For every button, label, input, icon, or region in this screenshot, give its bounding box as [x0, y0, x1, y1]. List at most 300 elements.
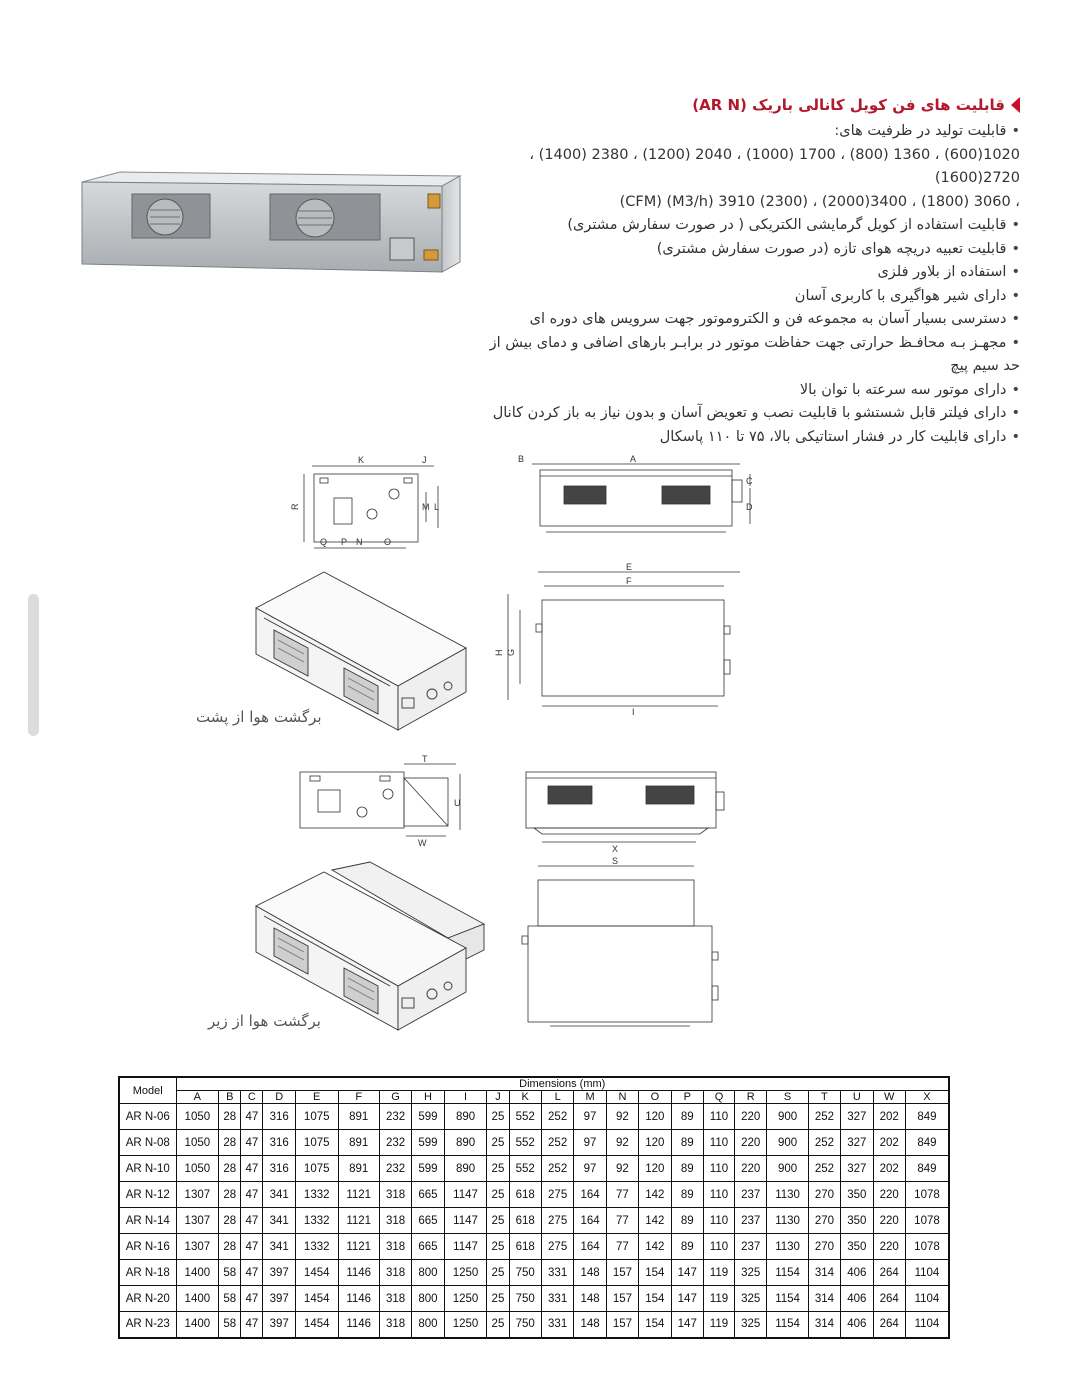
dim-label-s: S — [612, 856, 619, 866]
dimension-cell: 327 — [841, 1104, 873, 1130]
dimension-cell: 1050 — [176, 1156, 219, 1182]
dimension-cell: 202 — [873, 1130, 905, 1156]
dimension-cell: 1454 — [295, 1312, 338, 1338]
model-cell: AR N-06 — [119, 1104, 176, 1130]
dimension-cell: 270 — [808, 1182, 840, 1208]
dimension-cell: 1307 — [176, 1208, 219, 1234]
dimension-cell: 1332 — [295, 1234, 338, 1260]
dimension-cell: 157 — [606, 1286, 638, 1312]
dimension-cell: 232 — [379, 1104, 411, 1130]
dimension-cell: 237 — [735, 1208, 767, 1234]
dimension-cell: 327 — [841, 1156, 873, 1182]
dimension-cell: 1154 — [767, 1260, 808, 1286]
dim-label-u: U — [454, 798, 461, 808]
dim-label-i: I — [632, 707, 635, 717]
dimension-cell: 1104 — [905, 1260, 949, 1286]
dimension-cell: 275 — [541, 1234, 573, 1260]
dimension-cell: 147 — [671, 1286, 703, 1312]
dim-label-h: H — [494, 649, 504, 656]
dim-label-n: N — [356, 537, 363, 547]
dimension-cell: 665 — [412, 1208, 444, 1234]
dimension-cell: 1154 — [767, 1312, 808, 1338]
dimension-cell: 252 — [541, 1130, 573, 1156]
dimension-cell: 1250 — [444, 1312, 487, 1338]
dim-label-d: D — [746, 502, 753, 512]
column-header: H — [412, 1091, 444, 1104]
dimension-cell: 1121 — [338, 1208, 379, 1234]
dimension-cell: 275 — [541, 1208, 573, 1234]
dim-label-x: X — [612, 844, 619, 854]
dimension-cell: 232 — [379, 1156, 411, 1182]
dimension-cell: 28 — [219, 1104, 241, 1130]
dimension-cell: 1104 — [905, 1286, 949, 1312]
dimension-cell: 331 — [541, 1286, 573, 1312]
spec-section — [484, 96, 1020, 449]
table-row — [119, 1234, 949, 1260]
dimension-cell: 350 — [841, 1182, 873, 1208]
dimensions-table — [118, 1076, 950, 1339]
dimension-cell: 318 — [379, 1182, 411, 1208]
dimension-cell: 1078 — [905, 1208, 949, 1234]
dimension-cell: 1104 — [905, 1312, 949, 1338]
table-row — [119, 1208, 949, 1234]
table-row — [119, 1286, 949, 1312]
dimension-cell: 120 — [639, 1130, 671, 1156]
dimension-cell: 77 — [606, 1182, 638, 1208]
dimension-cell: 1075 — [295, 1130, 338, 1156]
dimension-cell: 77 — [606, 1208, 638, 1234]
dimension-cell: 119 — [703, 1312, 734, 1338]
dimension-cell: 110 — [703, 1156, 734, 1182]
dimension-cell: 89 — [671, 1104, 703, 1130]
dimension-cell: 314 — [808, 1286, 840, 1312]
dim-label-q: Q — [320, 537, 328, 547]
feature-item: • استفاده از بلاور فلزی — [484, 261, 1020, 285]
dimension-cell: 47 — [241, 1104, 263, 1130]
dim-label-b: B — [518, 454, 525, 464]
dim-label-f: F — [626, 576, 632, 586]
dimension-cell: 1147 — [444, 1208, 487, 1234]
dimension-cell: 800 — [412, 1286, 444, 1312]
dim-label-l: L — [434, 502, 440, 512]
dimension-cell: 220 — [735, 1156, 767, 1182]
dimension-cell: 1146 — [338, 1286, 379, 1312]
dimension-cell: 849 — [905, 1156, 949, 1182]
dim-label-p: P — [341, 537, 348, 547]
dimension-cell: 599 — [412, 1104, 444, 1130]
feature-item: • دارای فیلتر قابل شستشو با قابلیت نصب و تعویض آسان و بدون نیاز به باز کردن کانال — [484, 402, 1020, 426]
model-header: Model — [119, 1077, 176, 1104]
dimension-cell: 220 — [735, 1130, 767, 1156]
dimension-cell: 318 — [379, 1286, 411, 1312]
column-header: U — [841, 1091, 873, 1104]
dimension-cell: 89 — [671, 1130, 703, 1156]
dimension-cell: 800 — [412, 1260, 444, 1286]
dimension-cell: 1050 — [176, 1130, 219, 1156]
dimension-cell: 148 — [574, 1286, 606, 1312]
dimension-cell: 202 — [873, 1104, 905, 1130]
feature-capacity-line: ، 3060 (1800) ، 3400(2000) ، (2300) 3910 (M3/h) (CFM) — [619, 193, 1020, 210]
spec-title-row — [484, 96, 1020, 114]
dim-label-g: G — [506, 648, 516, 656]
model-cell: AR N-20 — [119, 1286, 176, 1312]
dim-label-c: C — [746, 476, 753, 486]
column-header: K — [509, 1091, 541, 1104]
dimension-cell: 47 — [241, 1312, 263, 1338]
table-row — [119, 1312, 949, 1338]
dimension-cell: 1146 — [338, 1260, 379, 1286]
dim-label-w: W — [418, 838, 427, 848]
dimension-cell: 750 — [509, 1286, 541, 1312]
dimension-cell: 47 — [241, 1234, 263, 1260]
dimension-cell: 252 — [541, 1104, 573, 1130]
dimension-cell: 325 — [735, 1286, 767, 1312]
dimension-cell: 275 — [541, 1182, 573, 1208]
dimension-cell: 142 — [639, 1234, 671, 1260]
dimension-cell: 47 — [241, 1286, 263, 1312]
dimension-cell: 252 — [808, 1156, 840, 1182]
dimension-cell: 331 — [541, 1260, 573, 1286]
dimension-cell: 314 — [808, 1312, 840, 1338]
dimension-cell: 599 — [412, 1156, 444, 1182]
dimension-cell: 92 — [606, 1156, 638, 1182]
column-header: F — [338, 1091, 379, 1104]
dimension-cell: 154 — [639, 1260, 671, 1286]
dimension-cell: 316 — [263, 1104, 295, 1130]
dimension-cell: 270 — [808, 1208, 840, 1234]
dimension-cell: 97 — [574, 1156, 606, 1182]
dimension-cell: 849 — [905, 1130, 949, 1156]
dimension-cell: 28 — [219, 1156, 241, 1182]
dimension-cell: 92 — [606, 1104, 638, 1130]
dimension-cell: 1050 — [176, 1104, 219, 1130]
dimension-cell: 350 — [841, 1234, 873, 1260]
dimension-cell: 552 — [509, 1130, 541, 1156]
dimension-cell: 92 — [606, 1130, 638, 1156]
dimension-cell: 252 — [808, 1104, 840, 1130]
dimension-cell: 618 — [509, 1234, 541, 1260]
dimension-cell: 47 — [241, 1260, 263, 1286]
dimension-cell: 1147 — [444, 1182, 487, 1208]
dimension-cell: 900 — [767, 1104, 808, 1130]
dimension-cell: 849 — [905, 1104, 949, 1130]
dimension-cell: 264 — [873, 1260, 905, 1286]
dim-label-o: O — [384, 537, 392, 547]
dimension-cell: 270 — [808, 1234, 840, 1260]
dimension-cell: 599 — [412, 1130, 444, 1156]
product-photo — [80, 170, 462, 280]
dimension-cell: 1454 — [295, 1286, 338, 1312]
dimension-cell: 1130 — [767, 1208, 808, 1234]
dimension-cell: 316 — [263, 1130, 295, 1156]
dimension-cell: 891 — [338, 1130, 379, 1156]
model-cell: AR N-10 — [119, 1156, 176, 1182]
dimension-cell: 397 — [263, 1312, 295, 1338]
dimension-cell: 1332 — [295, 1182, 338, 1208]
dimension-cell: 1121 — [338, 1234, 379, 1260]
dimension-cell: 142 — [639, 1208, 671, 1234]
dimension-cell: 237 — [735, 1182, 767, 1208]
feature-list — [484, 120, 1020, 449]
model-cell: AR N-08 — [119, 1130, 176, 1156]
dimension-cell: 327 — [841, 1130, 873, 1156]
dimension-cell: 157 — [606, 1260, 638, 1286]
feature-capacity-line: 1020(600) ، 1360 (800) ، 1700 (1000) ، 2040 (1200) ، 2380 (1400) ، 2720(1600) — [529, 146, 1020, 186]
dimension-cell: 1250 — [444, 1260, 487, 1286]
model-cell: AR N-23 — [119, 1312, 176, 1338]
dimension-cell: 618 — [509, 1208, 541, 1234]
dimension-cell: 220 — [735, 1104, 767, 1130]
dimension-cell: 120 — [639, 1104, 671, 1130]
dimension-cell: 890 — [444, 1130, 487, 1156]
dimension-cell: 58 — [219, 1260, 241, 1286]
dimension-cell: 220 — [873, 1234, 905, 1260]
dimension-cell: 110 — [703, 1130, 734, 1156]
column-header: G — [379, 1091, 411, 1104]
dimension-cell: 89 — [671, 1182, 703, 1208]
spec-title: قابلیت های فن کویل کانالی باریک (AR N) — [692, 96, 1005, 114]
dimension-cell: 397 — [263, 1260, 295, 1286]
feature-item: • دارای شیر هواگیری با کاربری آسان — [484, 285, 1020, 309]
dimension-cell: 1075 — [295, 1156, 338, 1182]
feature-item: • قابلیت تعبیه دریچه هوای تازه (در صورت سفارش مشتری) — [484, 238, 1020, 262]
dimension-cell: 237 — [735, 1234, 767, 1260]
dimension-cell: 891 — [338, 1104, 379, 1130]
table-body — [119, 1104, 949, 1338]
dimension-cell: 28 — [219, 1182, 241, 1208]
column-header: B — [219, 1091, 241, 1104]
dimension-cell: 25 — [487, 1312, 509, 1338]
dimension-cell: 552 — [509, 1104, 541, 1130]
dim-label-t: T — [422, 754, 428, 764]
feature-item: • قابلیت تولید در ظرفیت های: — [484, 120, 1020, 144]
dimension-cell: 47 — [241, 1156, 263, 1182]
feature-item: • دارای قابلیت کار در فشار استاتیکی بالا، ۷۵ تا ۱۱۰ پاسکال — [484, 426, 1020, 450]
column-header: D — [263, 1091, 295, 1104]
dimension-cell: 1146 — [338, 1312, 379, 1338]
column-header: S — [767, 1091, 808, 1104]
dimension-cell: 406 — [841, 1312, 873, 1338]
dimension-cell: 147 — [671, 1312, 703, 1338]
dimension-cell: 316 — [263, 1156, 295, 1182]
dimension-cell: 252 — [541, 1156, 573, 1182]
drawing-front-view — [510, 452, 760, 540]
dimension-cell: 119 — [703, 1286, 734, 1312]
column-header: W — [873, 1091, 905, 1104]
dimension-cell: 220 — [873, 1208, 905, 1234]
dimension-cell: 28 — [219, 1208, 241, 1234]
dimension-cell: 97 — [574, 1130, 606, 1156]
dimension-cell: 318 — [379, 1208, 411, 1234]
drawing-side-plenum — [292, 754, 472, 850]
dimension-cell: 154 — [639, 1312, 671, 1338]
dimension-cell: 89 — [671, 1234, 703, 1260]
dimension-cell: 47 — [241, 1130, 263, 1156]
dimension-cell: 232 — [379, 1130, 411, 1156]
column-header: L — [541, 1091, 573, 1104]
dimension-cell: 147 — [671, 1260, 703, 1286]
dimension-cell: 164 — [574, 1182, 606, 1208]
dimension-cell: 1400 — [176, 1260, 219, 1286]
dimension-cell: 1075 — [295, 1104, 338, 1130]
dimension-cell: 58 — [219, 1312, 241, 1338]
dimension-cell: 750 — [509, 1260, 541, 1286]
column-header: O — [639, 1091, 671, 1104]
dimension-cell: 900 — [767, 1156, 808, 1182]
dimension-cell: 800 — [412, 1312, 444, 1338]
dimension-cell: 1154 — [767, 1286, 808, 1312]
dimension-cell: 665 — [412, 1182, 444, 1208]
dimension-cell: 341 — [263, 1208, 295, 1234]
dimension-cell: 341 — [263, 1234, 295, 1260]
drawing-top-view — [494, 560, 750, 720]
dimension-cell: 397 — [263, 1286, 295, 1312]
dimension-cell: 318 — [379, 1260, 411, 1286]
dimensions-group-header: Dimensions (mm) — [176, 1077, 949, 1091]
dimension-cell: 891 — [338, 1156, 379, 1182]
column-header: R — [735, 1091, 767, 1104]
dimension-cell: 47 — [241, 1182, 263, 1208]
dimension-cell: 325 — [735, 1312, 767, 1338]
dimension-cell: 314 — [808, 1260, 840, 1286]
dim-label-e: E — [626, 562, 633, 572]
dimension-cell: 252 — [808, 1130, 840, 1156]
caption-back-return: برگشت هوا از پشت — [196, 708, 322, 726]
dimension-cell: 1130 — [767, 1182, 808, 1208]
dimension-cell: 1078 — [905, 1182, 949, 1208]
dimension-cell: 25 — [487, 1234, 509, 1260]
drawing-top-plenum — [516, 852, 726, 1030]
drawing-iso-bottom-return — [252, 860, 488, 1032]
feature-item: • مجهـز بـه محافـظ حرارتی جهت حفاظت موتور در برابـر بارهای اضافی و دمای بیش از حد سیم پیچ — [484, 332, 1020, 379]
model-cell: AR N-12 — [119, 1182, 176, 1208]
column-header-row — [119, 1091, 949, 1104]
dimension-cell: 1130 — [767, 1234, 808, 1260]
dimension-cell: 157 — [606, 1312, 638, 1338]
dimension-cell: 110 — [703, 1234, 734, 1260]
column-header: X — [905, 1091, 949, 1104]
dimension-cell: 665 — [412, 1234, 444, 1260]
dimension-cell: 148 — [574, 1260, 606, 1286]
dimension-cell: 77 — [606, 1234, 638, 1260]
dimension-cell: 142 — [639, 1182, 671, 1208]
dimension-cell: 164 — [574, 1208, 606, 1234]
column-header: J — [487, 1091, 509, 1104]
dimension-cell: 119 — [703, 1260, 734, 1286]
feature-item: • دسترسی بسیار آسان به مجموعه فن و الکتروموتور جهت سرویس های دوره ای — [484, 308, 1020, 332]
scrollbar-thumb[interactable] — [28, 594, 39, 736]
dimension-cell: 318 — [379, 1312, 411, 1338]
dimension-cell: 110 — [703, 1182, 734, 1208]
dimension-cell: 1307 — [176, 1234, 219, 1260]
column-header: Q — [703, 1091, 734, 1104]
column-header: E — [295, 1091, 338, 1104]
dimension-cell: 220 — [873, 1182, 905, 1208]
dimension-cell: 47 — [241, 1208, 263, 1234]
dimension-cell: 1147 — [444, 1234, 487, 1260]
dimension-cell: 97 — [574, 1104, 606, 1130]
dimension-cell: 750 — [509, 1312, 541, 1338]
dimension-cell: 25 — [487, 1286, 509, 1312]
column-header: C — [241, 1091, 263, 1104]
table-row — [119, 1260, 949, 1286]
model-cell: AR N-14 — [119, 1208, 176, 1234]
dim-label-k: K — [358, 455, 365, 465]
dimension-cell: 1121 — [338, 1182, 379, 1208]
dimension-cell: 164 — [574, 1234, 606, 1260]
dimension-cell: 110 — [703, 1104, 734, 1130]
dimension-cell: 89 — [671, 1208, 703, 1234]
dimension-cell: 350 — [841, 1208, 873, 1234]
dimension-cell: 28 — [219, 1234, 241, 1260]
column-header: T — [808, 1091, 840, 1104]
dimension-cell: 202 — [873, 1156, 905, 1182]
column-header: I — [444, 1091, 487, 1104]
dimension-cell: 264 — [873, 1286, 905, 1312]
dim-label-j: J — [422, 455, 427, 465]
dimension-cell: 318 — [379, 1234, 411, 1260]
dimension-cell: 890 — [444, 1104, 487, 1130]
dimension-cell: 264 — [873, 1312, 905, 1338]
dimension-cell: 406 — [841, 1286, 873, 1312]
dimension-cell: 148 — [574, 1312, 606, 1338]
dimension-cell: 25 — [487, 1208, 509, 1234]
feature-item: • دارای موتور سه سرعته با توان بالا — [484, 379, 1020, 403]
dimension-cell: 28 — [219, 1130, 241, 1156]
feature-item: • قابلیت استفاده از کویل گرمایشی الکتریکی ( در صورت سفارش مشتری) — [484, 214, 1020, 238]
dimension-cell: 341 — [263, 1182, 295, 1208]
table-row — [119, 1104, 949, 1130]
drawing-front-bottom — [520, 764, 730, 856]
dimension-cell: 406 — [841, 1260, 873, 1286]
model-cell: AR N-18 — [119, 1260, 176, 1286]
dimension-cell: 89 — [671, 1156, 703, 1182]
dimension-cell: 25 — [487, 1104, 509, 1130]
dim-label-r: R — [290, 503, 300, 510]
dimension-cell: 331 — [541, 1312, 573, 1338]
model-cell: AR N-16 — [119, 1234, 176, 1260]
dim-label-a: A — [630, 454, 637, 464]
dimension-cell: 1332 — [295, 1208, 338, 1234]
dimension-cell: 1400 — [176, 1286, 219, 1312]
table-row — [119, 1156, 949, 1182]
column-header: P — [671, 1091, 703, 1104]
dimension-cell: 1454 — [295, 1260, 338, 1286]
drawing-side-view — [286, 452, 446, 552]
dimension-cell: 618 — [509, 1182, 541, 1208]
dimension-cell: 890 — [444, 1156, 487, 1182]
column-header: N — [606, 1091, 638, 1104]
dim-label-m: M — [422, 502, 430, 512]
dimension-cell: 900 — [767, 1130, 808, 1156]
dimension-cell: 120 — [639, 1156, 671, 1182]
table-row — [119, 1182, 949, 1208]
title-arrow-icon — [1011, 97, 1020, 113]
dimension-cell: 552 — [509, 1156, 541, 1182]
column-header: A — [176, 1091, 219, 1104]
dimension-cell: 58 — [219, 1286, 241, 1312]
dimension-cell: 1078 — [905, 1234, 949, 1260]
dimension-cell: 25 — [487, 1182, 509, 1208]
dimension-cell: 1307 — [176, 1182, 219, 1208]
dimension-cell: 110 — [703, 1208, 734, 1234]
dimension-cell: 325 — [735, 1260, 767, 1286]
dimension-cell: 25 — [487, 1260, 509, 1286]
column-header: M — [574, 1091, 606, 1104]
dimensions-table-wrap — [118, 1076, 950, 1339]
dimension-cell: 154 — [639, 1286, 671, 1312]
dimension-cell: 1250 — [444, 1286, 487, 1312]
